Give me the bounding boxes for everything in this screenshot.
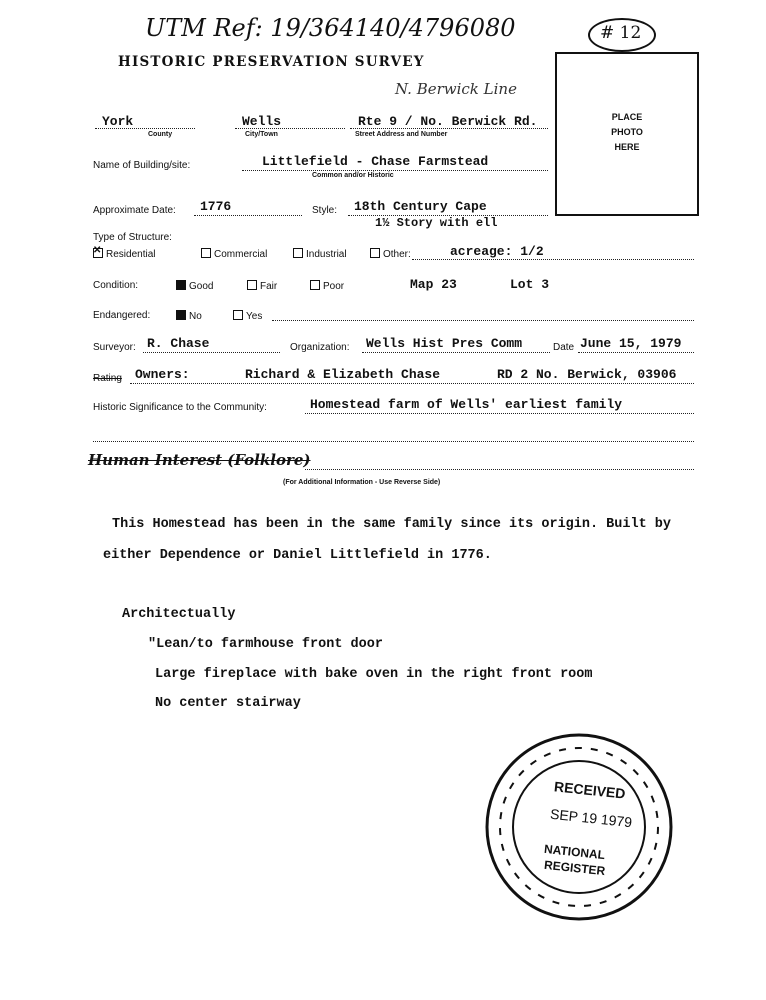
map-number: Map 23 [410,277,457,292]
building-name-label: Name of Building/site: [93,160,191,171]
architectural-heading: Architectually [122,607,236,622]
stamp-date-text: SEP 19 1979 [549,805,633,831]
significance-value: Homestead farm of Wells' earliest family [310,397,623,412]
approximate-date-label: Approximate Date: [93,205,176,216]
significance-label: Historic Significance to the Community: [93,402,267,413]
residential-checkbox[interactable] [93,248,103,258]
organization-label: Organization: [290,342,350,353]
margin-note: N. Berwick Line [395,80,517,98]
photo-box-line-1: PLACE [611,112,643,122]
photo-box-line-2: PHOTO [611,127,643,137]
utm-reference: UTM Ref: 19/364140/4796080 [145,14,516,42]
architectural-item-1: "Lean/to farmhouse front door [148,637,383,652]
owners-names: Richard & Elizabeth Chase [245,367,441,382]
structure-industrial[interactable] [293,248,347,260]
form-number-text: # 12 [600,23,642,43]
street-value: Rte 9 / No. Berwick Rd. [358,114,538,129]
industrial-text: Industrial [306,249,347,260]
condition-good[interactable] [176,280,213,292]
fair-text: Fair [260,281,278,292]
architectural-item-2: Large fireplace with bake oven in the right front room [155,667,593,682]
additional-info-note: (For Additional Information - Use Reverse Side) [283,479,441,486]
condition-poor[interactable] [310,280,344,292]
style-note: 1½ Story with ell [375,216,498,230]
poor-text: Poor [323,281,345,292]
commercial-checkbox[interactable] [201,248,211,258]
structure-other-value: acreage: 1/2 [450,244,544,259]
architectural-item-3: No center stairway [155,696,301,711]
county-label: County [148,131,173,138]
rating-label-struck: Rating [93,373,122,384]
structure-commercial[interactable] [201,248,267,260]
human-interest-label: Human Interest (Folklore) [88,451,311,469]
owners-address: RD 2 No. Berwick, 03906 [497,367,677,382]
condition-label: Condition: [93,280,139,291]
stamp-line-1-text: NATIONAL [543,841,606,863]
owners-label: Owners: [135,367,190,382]
good-text: Good [189,281,214,292]
lot-number: Lot 3 [510,277,550,292]
organization-value: Wells Hist Pres Comm [366,336,523,351]
surveyor-value: R. Chase [147,336,210,351]
residential-text: Residential [106,249,156,260]
style-value: 18th Century Cape [354,199,487,214]
endangered-no[interactable] [176,310,202,322]
stamp-received-text: RECEIVED [553,778,627,802]
stamp-line-2-text: REGISTER [543,857,606,879]
fair-checkbox[interactable] [247,280,257,290]
endangered-no-text: No [189,311,202,322]
narrative-line-1: This Homestead has been in the same family since its origin. Built by [112,517,671,532]
endangered-yes[interactable] [233,310,262,322]
style-label: Style: [312,205,338,216]
form-title: HISTORIC PRESERVATION SURVEY [118,54,425,70]
town-label: City/Town [245,131,278,138]
form-number-badge [588,18,656,52]
industrial-checkbox[interactable] [293,248,303,258]
surveyor-label: Surveyor: [93,342,136,353]
other-text: Other: [383,249,411,260]
stamp-ring-graphic [484,732,674,922]
building-name-value: Littlefield - Chase Farmstead [262,154,489,169]
endangered-no-checkbox[interactable] [176,310,186,320]
survey-date-value: June 15, 1979 [580,336,682,351]
approximate-date-value: 1776 [200,199,232,214]
narrative-line-2: either Dependence or Daniel Littlefield in 1776. [103,548,492,563]
street-label: Street Address and Number [355,131,448,138]
structure-residential[interactable] [93,248,155,260]
building-name-sublabel: Common and/or Historic [312,172,394,179]
photo-box-line-3: HERE [614,142,640,152]
condition-fair[interactable] [247,280,277,292]
structure-other[interactable] [370,248,411,260]
other-checkbox[interactable] [370,248,380,258]
poor-checkbox[interactable] [310,280,320,290]
county-value: York [102,114,134,129]
endangered-yes-checkbox[interactable] [233,310,243,320]
received-stamp [484,732,674,922]
structure-type-label: Type of Structure: [93,232,172,243]
survey-date-label: Date [553,342,575,353]
endangered-yes-text: Yes [246,311,263,322]
town-value: Wells [242,114,282,129]
endangered-label: Endangered: [93,310,151,321]
good-checkbox[interactable] [176,280,186,290]
photo-box [555,52,699,216]
commercial-text: Commercial [214,249,268,260]
